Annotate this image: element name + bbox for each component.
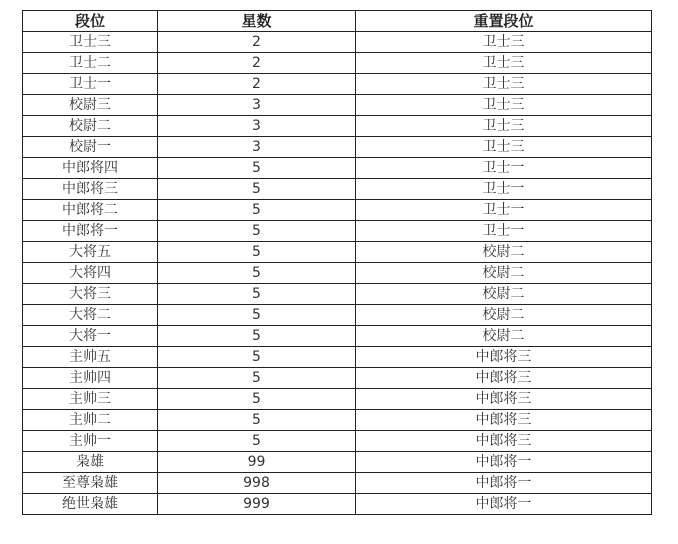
- cell-reset-rank: 卫士三: [356, 116, 652, 137]
- cell-rank: 大将二: [23, 305, 158, 326]
- cell-rank: 大将五: [23, 242, 158, 263]
- cell-stars: 2: [158, 32, 356, 53]
- table-row: [23, 32, 652, 53]
- cell-reset-rank: 卫士三: [356, 137, 652, 158]
- table-row: [23, 74, 652, 95]
- cell-reset-rank: 卫士三: [356, 74, 652, 95]
- cell-stars: 5: [158, 200, 356, 221]
- header-reset-rank: 重置段位: [356, 11, 652, 32]
- cell-reset-rank: 中郎将三: [356, 410, 652, 431]
- cell-rank: 中郎将三: [23, 179, 158, 200]
- rank-table: [22, 10, 652, 515]
- cell-rank: 主帅二: [23, 410, 158, 431]
- table-row: [23, 431, 652, 452]
- cell-stars: 3: [158, 116, 356, 137]
- table-row: [23, 494, 652, 515]
- table-row: [23, 368, 652, 389]
- cell-reset-rank: 中郎将一: [356, 473, 652, 494]
- header-rank: 段位: [23, 11, 158, 32]
- table-header: [23, 11, 652, 32]
- cell-reset-rank: 卫士一: [356, 200, 652, 221]
- cell-stars: 3: [158, 137, 356, 158]
- table-row: [23, 95, 652, 116]
- table-row: [23, 137, 652, 158]
- cell-reset-rank: 卫士三: [356, 32, 652, 53]
- cell-rank: 卫士二: [23, 53, 158, 74]
- cell-reset-rank: 校尉二: [356, 263, 652, 284]
- cell-stars: 5: [158, 242, 356, 263]
- cell-rank: 主帅一: [23, 431, 158, 452]
- cell-rank: 校尉三: [23, 95, 158, 116]
- cell-reset-rank: 校尉二: [356, 305, 652, 326]
- table-row: [23, 284, 652, 305]
- cell-stars: 5: [158, 326, 356, 347]
- cell-reset-rank: 卫士三: [356, 53, 652, 74]
- cell-rank: 绝世枭雄: [23, 494, 158, 515]
- cell-reset-rank: 中郎将三: [356, 431, 652, 452]
- cell-reset-rank: 中郎将一: [356, 452, 652, 473]
- cell-reset-rank: 中郎将三: [356, 368, 652, 389]
- table-row: [23, 221, 652, 242]
- cell-stars: 5: [158, 431, 356, 452]
- cell-stars: 5: [158, 389, 356, 410]
- header-row: [23, 11, 652, 32]
- cell-stars: 5: [158, 410, 356, 431]
- cell-rank: 主帅五: [23, 347, 158, 368]
- table-row: [23, 158, 652, 179]
- header-stars: 星数: [158, 11, 356, 32]
- table-row: [23, 452, 652, 473]
- table-row: [23, 200, 652, 221]
- cell-stars: 5: [158, 158, 356, 179]
- cell-stars: 5: [158, 347, 356, 368]
- cell-rank: 主帅四: [23, 368, 158, 389]
- cell-reset-rank: 中郎将三: [356, 347, 652, 368]
- cell-stars: 3: [158, 95, 356, 116]
- table-row: [23, 242, 652, 263]
- cell-stars: 5: [158, 368, 356, 389]
- cell-rank: 中郎将四: [23, 158, 158, 179]
- cell-rank: 卫士一: [23, 74, 158, 95]
- table-row: [23, 179, 652, 200]
- cell-rank: 中郎将一: [23, 221, 158, 242]
- table-row: [23, 263, 652, 284]
- cell-rank: 大将一: [23, 326, 158, 347]
- cell-rank: 校尉二: [23, 116, 158, 137]
- table-row: [23, 473, 652, 494]
- cell-rank: 校尉一: [23, 137, 158, 158]
- cell-stars: 99: [158, 452, 356, 473]
- cell-stars: 2: [158, 53, 356, 74]
- cell-rank: 大将四: [23, 263, 158, 284]
- table-row: [23, 389, 652, 410]
- table-body: [23, 32, 652, 515]
- cell-stars: 998: [158, 473, 356, 494]
- cell-reset-rank: 校尉二: [356, 242, 652, 263]
- cell-reset-rank: 卫士一: [356, 179, 652, 200]
- cell-stars: 5: [158, 284, 356, 305]
- table-row: [23, 326, 652, 347]
- table-row: [23, 116, 652, 137]
- table-row: [23, 410, 652, 431]
- cell-rank: 至尊枭雄: [23, 473, 158, 494]
- rank-table-container: [22, 10, 651, 515]
- cell-stars: 5: [158, 179, 356, 200]
- cell-stars: 999: [158, 494, 356, 515]
- cell-rank: 主帅三: [23, 389, 158, 410]
- cell-reset-rank: 卫士一: [356, 221, 652, 242]
- cell-stars: 2: [158, 74, 356, 95]
- cell-stars: 5: [158, 221, 356, 242]
- cell-reset-rank: 中郎将三: [356, 389, 652, 410]
- cell-rank: 枭雄: [23, 452, 158, 473]
- table-row: [23, 347, 652, 368]
- cell-reset-rank: 卫士三: [356, 95, 652, 116]
- cell-reset-rank: 校尉二: [356, 326, 652, 347]
- table-row: [23, 53, 652, 74]
- table-row: [23, 305, 652, 326]
- cell-rank: 中郎将二: [23, 200, 158, 221]
- cell-reset-rank: 校尉二: [356, 284, 652, 305]
- cell-stars: 5: [158, 305, 356, 326]
- cell-stars: 5: [158, 263, 356, 284]
- cell-reset-rank: 卫士一: [356, 158, 652, 179]
- cell-rank: 大将三: [23, 284, 158, 305]
- cell-reset-rank: 中郎将一: [356, 494, 652, 515]
- cell-rank: 卫士三: [23, 32, 158, 53]
